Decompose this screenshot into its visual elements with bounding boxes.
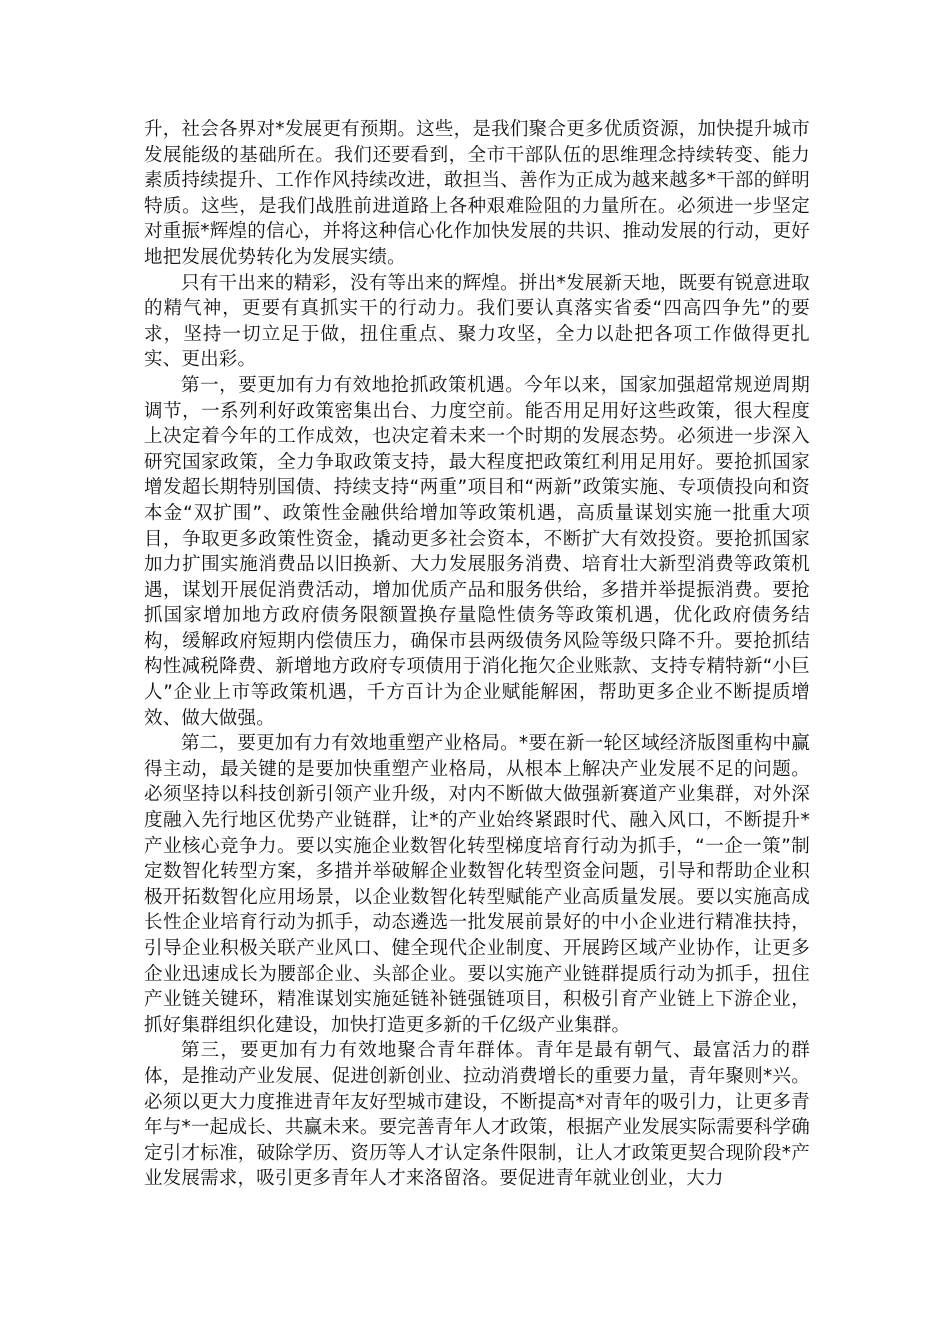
paragraph-1: 升，社会各界对*发展更有预期。这些，是我们聚合更多优质资源，加快提升城市发展能级的基础所在。我们还要看到，全市干部队伍的思维理念持续转变、能力素质持续提升、工作作风持续改进，敢担当、善作为正成为越来越多*干部的鲜明特质。这些，是我们战胜前进道路上各种艰难险阻的力量所在。必须进一步坚定对重振*辉煌的信心，并将这种信心化作加快发展的共识、推动发展的行动，更好地把发展优势转化为发展实绩。	[144, 119, 810, 268]
document-body	[144, 117, 810, 1192]
paragraph-4: 第二，要更加有力有效地重塑产业格局。*要在新一轮区域经济版图重构中赢得主动，最关键的是要加快重塑产业格局，从根本上解决产业发展不足的问题。必须坚持以科技创新引领产业升级，对内不断做大做强新赛道产业集群，对外深度融入先行地区优势产业链群，让*的产业始终紧跟时代、融入风口，不断提升*产业核心竞争力。要以实施企业数智化转型梯度培育行动为抓手，“一企一策”制定数智化转型方案，多措并举破解企业数智化转型资金问题，引导和帮助企业积极开拓数智化应用场景，以企业数智化转型赋能产业高质量发展。要以实施高成长性企业培育行动为抓手，动态遴选一批发展前景好的中小企业进行精准扶持，引导企业积极关联产业风口、健全现代企业制度、开展跨区域产业协作，让更多企业迅速成长为腰部企业、头部企业。要以实施产业链群提质行动为抓手，扭住产业链关键环，精准谋划实施延链补链强链项目，积极引育产业链上下游企业，抓好集群组织化建设，加快打造更多新的千亿级产业集群。	[144, 733, 810, 1036]
paragraph-2: 只有干出来的精彩，没有等出来的辉煌。拼出*发展新天地，既要有锐意进取的精气神，更要有真抓实干的行动力。我们要认真落实省委“四高四争先”的要求，坚持一切立足于做，扭住重点、聚力攻坚，全力以赴把各项工作做得更扎实、更出彩。	[144, 272, 810, 371]
paragraph-5: 第三，要更加有力有效地聚合青年群体。青年是最有朝气、最富活力的群体，是推动产业发展、促进创新创业、拉动消费增长的重要力量，青年聚则*兴。必须以更大力度推进青年友好型城市建设，不断提高*对青年的吸引力，让更多青年与*一起成长、共赢未来。要完善青年人才政策，根据产业发展实际需要科学确定引才标准，破除学历、资历等人才认定条件限制，让人才政策更契合现阶段*产业发展需求，吸引更多青年人才来洛留洛。要促进青年就业创业，大力	[144, 1040, 810, 1190]
paragraph-3: 第一，要更加有力有效地抢抓政策机遇。今年以来，国家加强超常规逆周期调节，一系列利好政策密集出台、力度空前。能否用足用好这些政策，很大程度上决定着今年的工作成效，也决定着未来一个时期的发展态势。必须进一步深入研究国家政策，全力争取政策支持，最大程度把政策红利用足用好。要抢抓国家增发超长期特别国债、持续支持“两重”项目和“两新”政策实施、专项债投向和资本金“双扩围”、政策性金融供给增加等政策机遇，高质量谋划实施一批重大项目，争取更多政策性资金，撬动更多社会资本，不断扩大有效投资。要抢抓国家加力扩围实施消费品以旧换新、大力发展服务消费、培育壮大新型消费等政策机遇，谋划开展促消费活动，增加优质产品和服务供给，多措并举提振消费。要抢抓国家增加地方政府债务限额置换存量隐性债务等政策机遇，优化政府债务结构，缓解政府短期内偿债压力，确保市县两级债务风险等级只降不升。要抢抓结构性减税降费、新增地方政府专项债用于消化拖欠企业账款、支持专精特新“小巨人”企业上市等政策机遇，千方百计为企业赋能解困，帮助更多企业不断提质增效、做大做强。	[144, 374, 810, 729]
